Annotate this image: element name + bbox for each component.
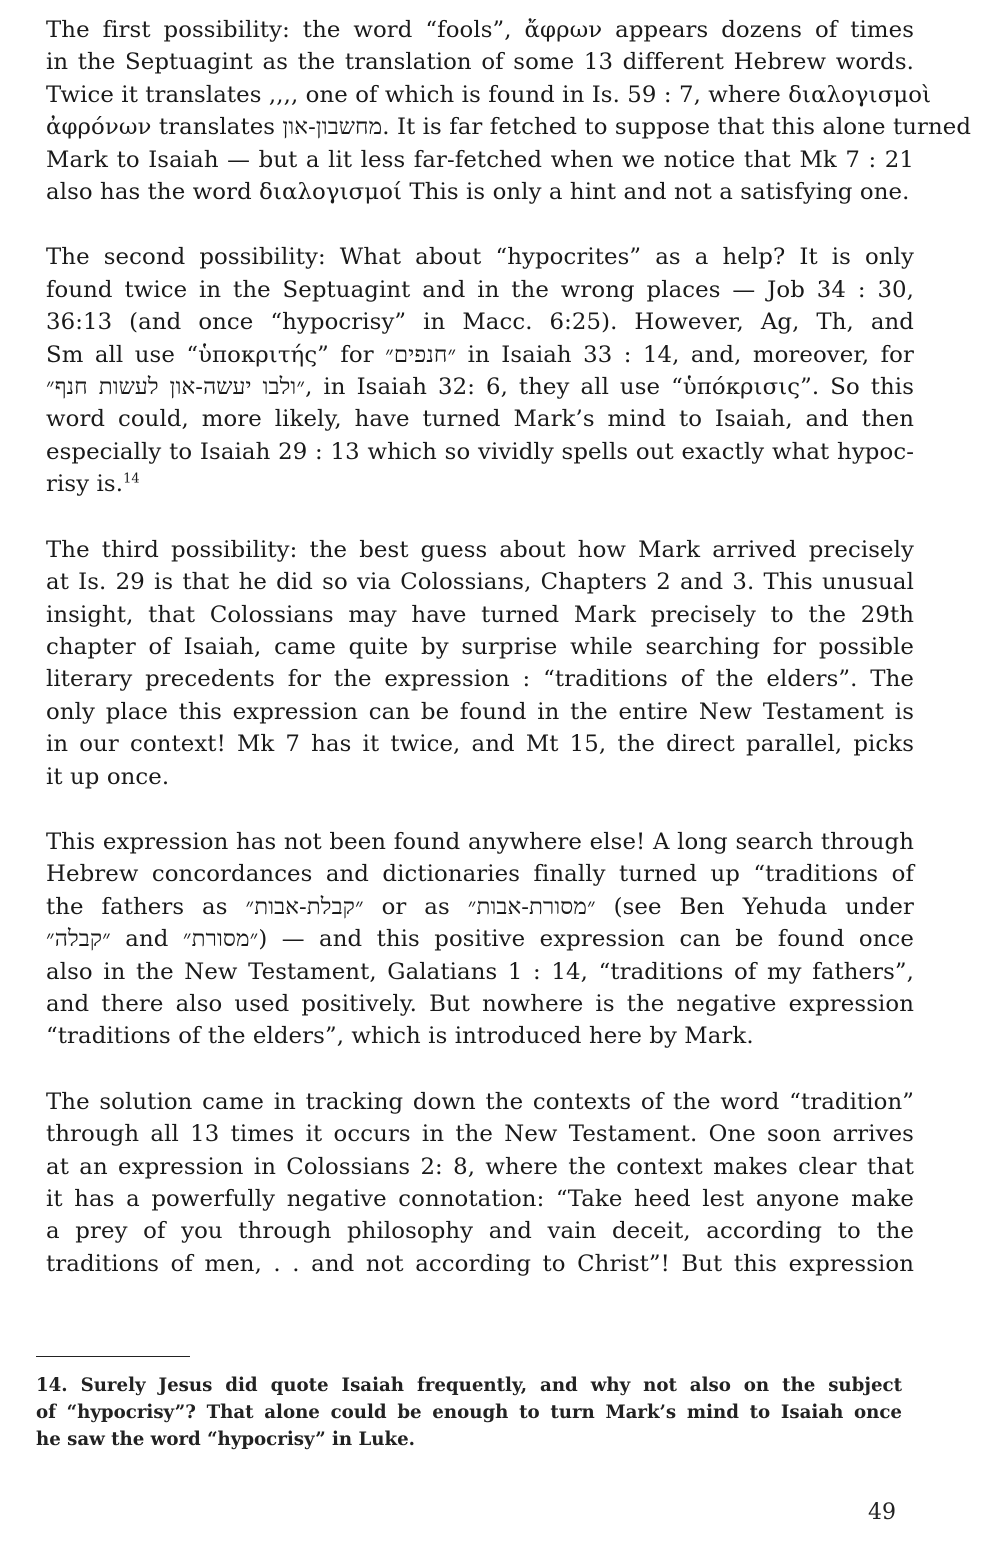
text-line: only place this expression can be found in the entire New Testament is [46,698,914,725]
text-line: chapter of Isaiah, came quite by surprise while searching for possible [46,633,914,660]
text-line: 36:13 (and once “hypocrisy” in Macc. 6:25). However, Ag, Th, and [46,309,914,336]
text-line: ״ולבו יעשה-און לעשות חנף״, in Isaiah 32: 6, they all use “ὑπόκρισις”. So this [46,374,914,401]
text-line: insight, that Colossians may have turned Mark precisely to the 29th [46,601,914,628]
text-line: a prey of you through philosophy and vain deceit, according to the [46,1218,914,1245]
text-line: This expression has not been found anywhere else! A long search through [46,828,914,855]
text-line: Hebrew concordances and dictionaries finally turned up “traditions of [46,861,914,888]
text-line: ״קבלה״ and ״מסורת״) — and this positive expression can be found once [46,926,914,953]
text-line: risy is. [46,471,124,498]
text-line: Sm all use “ὑποκριτής” for ״חנפים״ in Isaiah 33 : 14, and, moreover, for [46,341,914,368]
paragraph-expression-search [46,826,914,1053]
paragraph-first-possibility [46,14,972,208]
text-line: through all 13 times it occurs in the New Testament. One soon arrives [46,1121,914,1148]
footnote-line: of “hypocrisy”? That alone could be enough to turn Mark’s mind to Isaiah once [36,1402,902,1423]
text-line-with-footnote [46,468,914,500]
text-line: The solution came in tracking down the contexts of the word “tradition” [46,1088,914,1115]
text-line: at Is. 29 is that he did so via Colossians, Chapters 2 and 3. This unusual [46,569,914,596]
text-line: found twice in the Septuagint and in the wrong places — Job 34 : 30, [46,276,914,303]
text-line: in the Septuagint as the translation of some 13 different Hebrew words. [46,49,914,76]
paragraph-third-possibility [46,534,914,793]
page-body [46,14,972,1313]
text-line: traditions of men, . . and not according to Christ”! But this expression [46,1250,914,1277]
paragraph-second-possibility [46,241,914,500]
text-line: in our context! Mk 7 has it twice, and Mt 15, the direct parallel, picks [46,731,914,758]
text-line: word could, more likely, have turned Mark’s mind to Isaiah, and then [46,406,914,433]
text-line: The first possibility: the word “fools”, ἄφρων appears dozens of times [46,17,914,43]
text-line: especially to Isaiah 29 : 13 which so vividly spells out exactly what hypoc- [46,438,914,465]
text-line: it up once. [46,763,170,790]
footnote-14 [36,1372,902,1453]
footnote-line: 14. Surely Jesus did quote Isaiah frequently, and why not also on the subject [36,1375,902,1396]
text-line: The third possibility: the best guess about how Mark arrived precisely [46,536,914,563]
text-line: ἀφρόνων translates מחשבון-און. It is far fetched to suppose that this alone turned [46,114,972,141]
text-line: the fathers as ״קבלת-אבות״ or as ״מסורת-אבות״ (see Ben Yehuda under [46,893,915,920]
text-line: literary precedents for the expression : “traditions of the elders”. The [46,666,914,693]
text-line: also has the word διαλογισμοί This is only a hint and not a satisfying one. [46,179,910,206]
page-number: 49 [868,1500,896,1525]
text-line: “traditions of the elders”, which is introduced here by Mark. [46,1023,754,1050]
footnote-divider [36,1356,190,1357]
paragraph-solution [46,1086,914,1280]
text-line: The second possibility: What about “hypocrites” as a help? It is only [46,244,914,271]
text-line: it has a powerfully negative connotation: “Take heed lest anyone make [46,1186,914,1212]
text-line: Mark to Isaiah — but a lit less far-fetched when we notice that Mk 7 : 21 [46,146,914,173]
footnote-reference: 14 [123,471,140,487]
text-line: at an expression in Colossians 2: 8, where the context makes clear that [46,1153,914,1180]
footnote-line: he saw the word “hypocrisy” in Luke. [36,1429,415,1450]
text-line: and there also used positively. But nowhere is the negative expression [46,990,914,1017]
text-line: Twice it translates ,,,, one of which is found in Is. 59 : 7, where διαλογισμοὶ [46,81,932,108]
text-line: also in the New Testament, Galatians 1 : 14, “traditions of my fathers”, [46,958,914,985]
